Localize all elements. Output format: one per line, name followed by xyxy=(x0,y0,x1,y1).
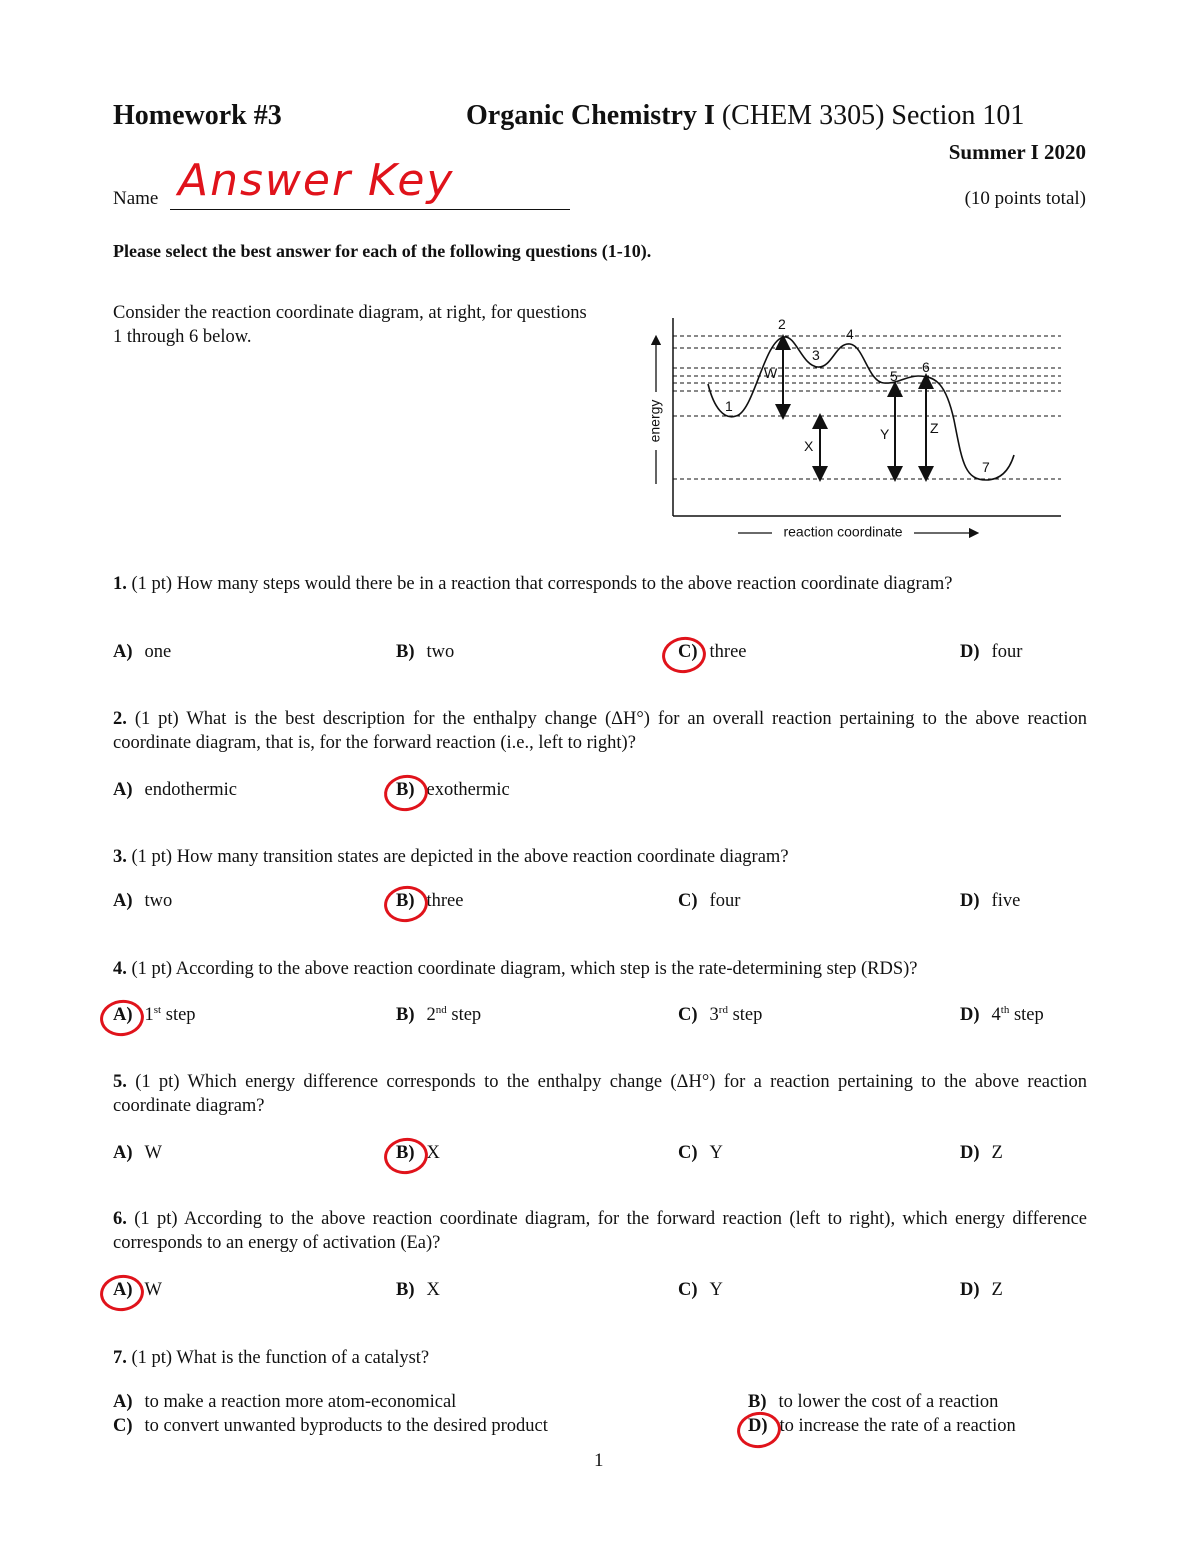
q7-option-b[interactable]: B) to lower the cost of a reaction xyxy=(748,1392,999,1412)
q6-option-d[interactable]: D) Z xyxy=(960,1280,1003,1300)
q3-option-d[interactable]: D) five xyxy=(960,891,1021,911)
q7-option-d[interactable]: D) to increase the rate of a reaction xyxy=(748,1416,1016,1436)
answer-circle-q5 xyxy=(382,1135,431,1177)
name-label: Name xyxy=(113,188,159,209)
q3-option-c[interactable]: C) four xyxy=(678,891,741,911)
point-label: 6 xyxy=(922,359,930,375)
point-label: 3 xyxy=(812,347,820,363)
question-7: 7. (1 pt) What is the function of a catalyst? xyxy=(113,1348,430,1368)
q6-option-a[interactable]: A) W xyxy=(113,1280,162,1300)
answer-circle-q6 xyxy=(98,1272,147,1314)
q5-option-a[interactable]: A) W xyxy=(113,1143,162,1163)
name-value-handwritten: Answer Key xyxy=(178,155,455,206)
q3-option-a[interactable]: A) two xyxy=(113,891,173,911)
answer-circle-q3 xyxy=(382,883,431,925)
point-label: 5 xyxy=(890,368,898,384)
course-section: Section 101 xyxy=(891,100,1025,131)
answer-circle-q1 xyxy=(660,634,709,676)
question-1: 1. (1 pt) How many steps would there be in a reaction that corresponds to the above reaction coordinate diagram? xyxy=(113,574,953,594)
course-code: (CHEM 3305) xyxy=(721,100,885,131)
energy-difference-arrows xyxy=(783,342,926,474)
term: Summer I 2020 xyxy=(948,140,1086,164)
q1-option-a[interactable]: A) one xyxy=(113,642,172,662)
reaction-coordinate-diagram xyxy=(636,300,1076,545)
course-name: Organic Chemistry I xyxy=(466,100,715,131)
q1-option-d[interactable]: D) four xyxy=(960,642,1023,662)
difference-label-z: Z xyxy=(930,420,939,436)
point-label: 4 xyxy=(846,326,854,342)
diagram-intro: Consider the reaction coordinate diagram, at right, for questions 1 through 6 below. xyxy=(113,303,587,347)
points-total: (10 points total) xyxy=(964,188,1086,209)
question-5: 5. (1 pt) Which energy difference corresponds to the enthalpy change (ΔH°) for a reaction pertaining to the above reaction coordinate diagram? xyxy=(113,1072,1087,1116)
difference-label-y: Y xyxy=(880,426,890,442)
q4-option-a[interactable]: A) 1st step xyxy=(113,1004,196,1026)
q1-option-b[interactable]: B) two xyxy=(396,642,455,662)
q5-option-d[interactable]: D) Z xyxy=(960,1143,1003,1163)
point-label: 1 xyxy=(725,398,733,414)
page-number: 1 xyxy=(594,1450,604,1471)
question-4: 4. (1 pt) According to the above reaction coordinate diagram, which step is the rate-determining step (RDS)? xyxy=(113,959,918,979)
q6-option-c[interactable]: C) Y xyxy=(678,1280,723,1300)
q4-option-d[interactable]: D) 4th step xyxy=(960,1004,1044,1026)
q7-option-c[interactable]: C) to convert unwanted byproducts to the desired product xyxy=(113,1416,548,1436)
point-label: 2 xyxy=(778,316,786,332)
instructions: Please select the best answer for each of the following questions (1-10). xyxy=(113,241,652,261)
q1-option-c[interactable]: C) three xyxy=(678,642,747,662)
q4-option-c[interactable]: C) 3rd step xyxy=(678,1004,763,1026)
y-axis-label: energy xyxy=(646,399,663,443)
q2-option-a[interactable]: A) endothermic xyxy=(113,780,237,800)
homework-title: Homework #3 xyxy=(113,100,282,131)
question-3: 3. (1 pt) How many transition states are depicted in the above reaction coordinate diagram? xyxy=(113,847,789,867)
x-axis-label: reaction coordinate xyxy=(783,523,903,540)
energy-curve xyxy=(708,337,1014,480)
q5-option-b[interactable]: B) X xyxy=(396,1143,440,1163)
q5-option-c[interactable]: C) Y xyxy=(678,1143,723,1163)
q4-option-b[interactable]: B) 2nd step xyxy=(396,1004,482,1026)
question-2: 2. (1 pt) What is the best description for the enthalpy change (ΔH°) for an overall reaction pertaining to the above reaction coordinate diagram, that is, for the forward reaction (i.e., left to right)? xyxy=(113,709,1088,753)
q2-option-b[interactable]: B) exothermic xyxy=(396,780,510,800)
answer-circle-q2 xyxy=(382,772,431,814)
difference-label-w: W xyxy=(764,365,778,381)
course-title xyxy=(466,100,1024,132)
q7-option-a[interactable]: A) to make a reaction more atom-economical xyxy=(113,1392,457,1412)
name-line xyxy=(170,209,570,210)
point-label: 7 xyxy=(982,459,990,475)
q6-option-b[interactable]: B) X xyxy=(396,1280,440,1300)
q3-option-b[interactable]: B) three xyxy=(396,891,464,911)
difference-label-x: X xyxy=(804,438,814,454)
question-6: 6. (1 pt) According to the above reaction coordinate diagram, for the forward reaction (left to right), which energy difference corresponds to an energy of activation (Ea)? xyxy=(113,1209,1088,1253)
